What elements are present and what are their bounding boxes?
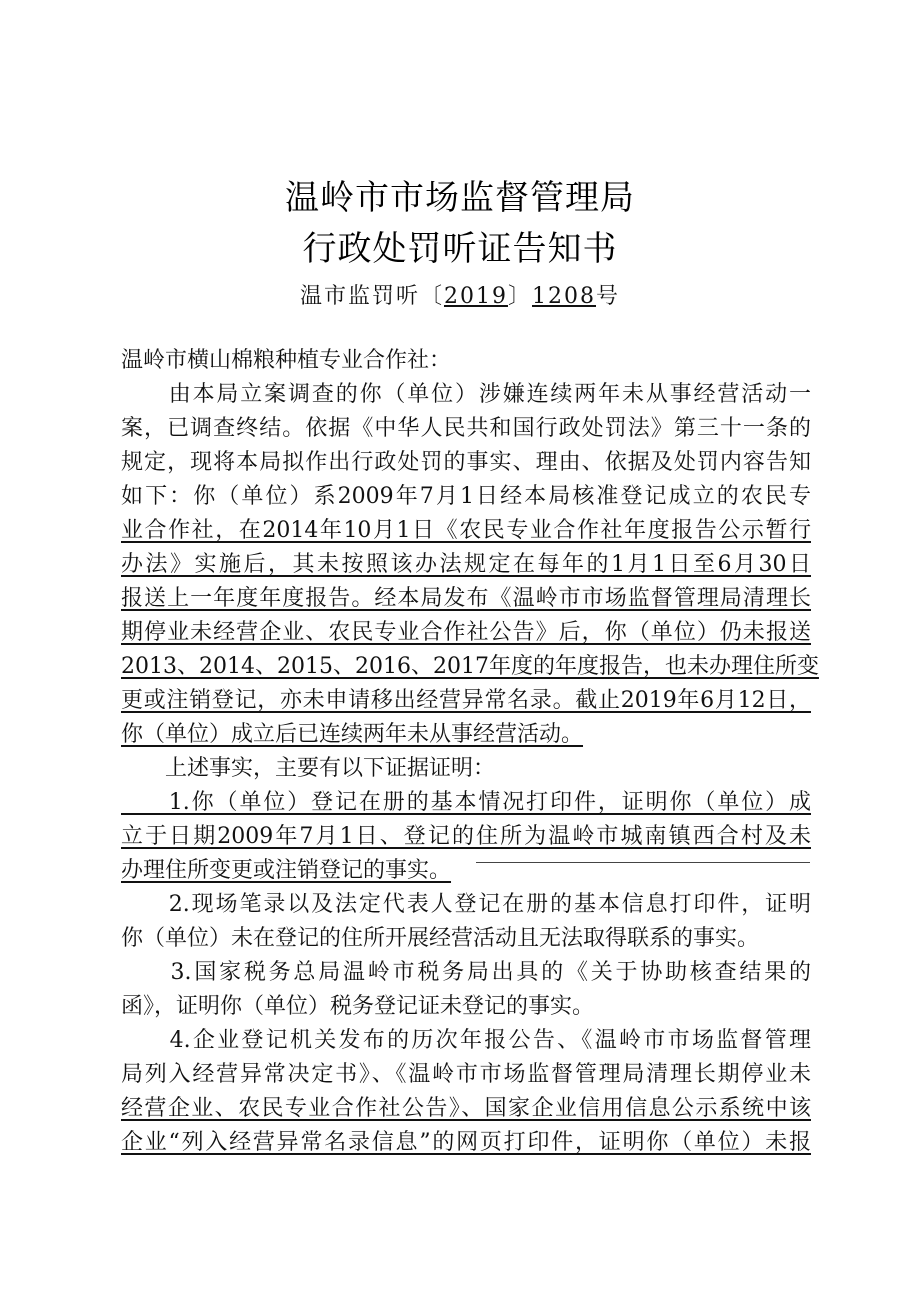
- body-line: 报送上一年度年度报告。经本局发布《温岭市市场监督管理局清理长: [121, 586, 811, 611]
- evidence-2: 2.现场笔录以及法定代表人登记在册的基本信息打印件，证明: [121, 892, 811, 917]
- org-title: 温岭市市场监督管理局: [285, 178, 635, 218]
- evidence-4-cont: 局列入经营异常决定书》、《温岭市市场监督管理局清理长期停业未: [121, 1062, 811, 1087]
- body-line: 2013、2014、2015、2016、2017年度的年度报告，也未办理住所变: [121, 654, 819, 679]
- body-line: 规定，现将本局拟作出行政处罚的事实、理由、依据及处罚内容告知: [121, 450, 811, 475]
- evidence-2-cont: 你（单位）未在登记的住所开展经营活动且无法取得联系的事实。: [121, 926, 760, 951]
- body-line: 由本局立案调查的你（单位）涉嫌连续两年未从事经营活动一: [121, 382, 811, 407]
- evidence-1-cont: 办理住所变更或注销登记的事实。: [121, 858, 452, 883]
- evidence-intro: 上述事实，主要有以下证据证明：: [121, 756, 496, 781]
- evidence-4: 4.企业登记机关发布的历次年报公告、《温岭市市场监督管理: [121, 1028, 811, 1053]
- evidence-3-cont: 函》，证明你（单位）税务登记证未登记的事实。: [121, 994, 595, 1019]
- evidence-3: 3.国家税务总局温岭市税务局出具的《关于协助核查结果的: [121, 960, 811, 985]
- body-line: 如下：你（单位）系2009年7月1日经本局核准登记成立的农民专: [121, 484, 811, 509]
- body-line: 办法》实施后，其未按照该办法规定在每年的1月1日至6月30日: [121, 552, 811, 577]
- addressee: 温岭市横山棉粮种植专业合作社：: [121, 348, 452, 373]
- evidence-1: 1.你（单位）登记在册的基本情况打印件，证明你（单位）成: [121, 790, 811, 815]
- body-line: 更或注销登记，亦未申请移出经营异常名录。截止2019年6月12日，: [121, 688, 811, 713]
- body-line: 案，已调查终结。依据《中华人民共和国行政处罚法》第三十一条的: [121, 416, 811, 441]
- document-number: 温市监罚听〔2019〕1208号: [299, 284, 621, 309]
- evidence-1-cont: 立于日期2009年7月1日、登记的住所为温岭市城南镇西合村及未: [121, 824, 811, 849]
- doc-title: 行政处罚听证告知书: [302, 229, 618, 269]
- underline-rule: [476, 862, 810, 863]
- body-line: 期停业未经营企业、农民专业合作社公告》后，你（单位）仍未报送: [121, 620, 811, 645]
- evidence-4-cont: 经营企业、农民专业合作社公告》、国家企业信用信息公示系统中该: [121, 1096, 811, 1121]
- body-line: 你（单位）成立后已连续两年未从事经营活动。: [121, 722, 584, 747]
- body-line: 业合作社，在2014年10月1日《农民专业合作社年度报告公示暂行: [121, 518, 811, 543]
- evidence-4-cont: 企业“列入经营异常名录信息”的网页打印件，证明你（单位）未报: [121, 1130, 811, 1155]
